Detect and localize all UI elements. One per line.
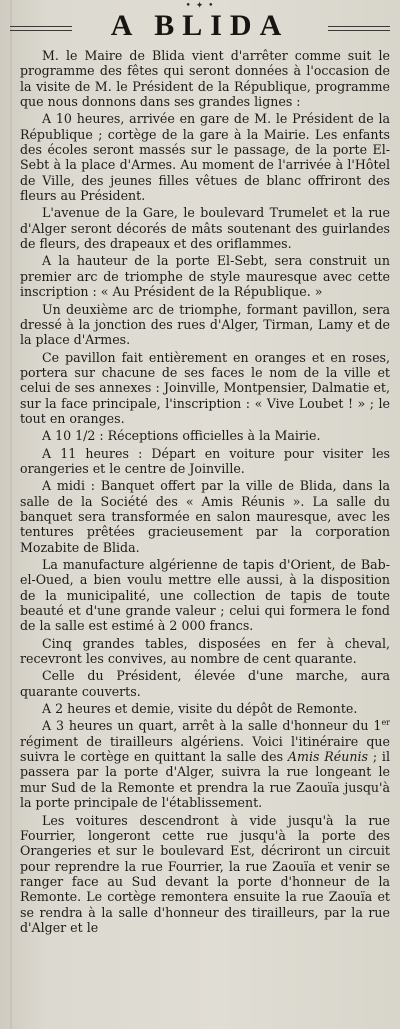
paragraph-banquet: A midi : Banquet offert par la ville de Blida, dans la salle de la Société des « Amis Réunis ». La salle du banquet sera transformée en salon mauresque, avec les tentures prêtées gracieusement par la corporation Mozabite de Blida. bbox=[20, 478, 390, 555]
paragraph-carriages: Les voitures descendront à vide jusqu'à la rue Fourrier, longeront cette rue jusqu'à la porte des Orangeries et sur le boulevard Est, décriront un circuit pour reprendre la rue Fourrier, la rue Zaouïa et venir se ranger face au Sud devant la porte d'honneur de la Remonte. Le cortège remontera ensuite la rue Zaouïa et se rendra à la salle d'honneur des tirailleurs, par la rue d'Alger et le bbox=[20, 812, 390, 935]
paragraph-first-arch: A la hauteur de la porte El-Sebt, sera construit un premier arc de triomphe de style mauresque avec cette inscription : « Au Président de la République. » bbox=[20, 253, 390, 300]
header-ornament: • ✦ • bbox=[185, 1, 215, 11]
paper-fold-shadow bbox=[10, 0, 13, 1029]
rgt-text-c: ; il passera par la porte d'Alger, suivra la rue longeant le mur Sud de la Remonte et prendra la rue Zaouïa jusqu'à la porte principale de l'établissement. bbox=[20, 749, 390, 811]
paragraph-intro: M. le Maire de Blida vient d'arrêter comme suit le programme des fêtes qui seront données à l'occasion de la visite de M. le Président de la République, programme que nous donnons dans ses grandes lignes : bbox=[20, 48, 390, 110]
paragraph-receptions: A 10 1/2 : Réceptions officielles à la Mairie. bbox=[42, 428, 321, 444]
paragraph-pavilion: Ce pavillon fait entièrement en oranges et en roses, portera sur chacune de ses faces le nom de la ville et celui de ses annexes : Joinville, Montpensier, Dalmatie et, sur la face principale, l'inscription : « Vive Loubet ! » ; le tout en oranges. bbox=[20, 349, 390, 426]
paragraph-tirailleurs bbox=[20, 718, 390, 810]
paragraph-president-table: Celle du Président, élevée d'une marche, aura quarante couverts. bbox=[20, 668, 390, 699]
paragraph-carpets: La manufacture algérienne de tapis d'Orient, de Bab-el-Oued, a bien voulu mettre elle aussi, à la disposition de la municipalité, une collection de tapis de toute beauté et d'une grande valeur ; celui qui formera le fond de la salle est estimé à 2 000 francs. bbox=[20, 557, 390, 634]
paragraph-arrival: A 10 heures, arrivée en gare de M. le Président de la République ; cortège de la gare à la Mairie. Les enfants des écoles seront massés sur le passage, de la porte El-Sebt à la place d'Armes. Au moment de l'arrivée à l'Hôtel de Ville, des jeunes filles vêtues de blanc offriront des fleurs au Président. bbox=[20, 111, 390, 204]
ordinal-superscript: er bbox=[381, 718, 390, 728]
rgt-text-a: A 3 heures un quart, arrêt à la salle d'honneur du 1 bbox=[42, 718, 382, 734]
paragraph-remonte-visit: A 2 heures et demie, visite du dépôt de Remonte. bbox=[42, 701, 358, 717]
paragraph-second-arch: Un deuxième arc de triomphe, formant pavillon, sera dressé à la jonction des rues d'Alger, Tirman, Lamy et de la place d'Armes. bbox=[20, 301, 390, 348]
paragraph-decorations: L'avenue de la Gare, le boulevard Trumelet et la rue d'Alger seront décorés de mâts soutenant des guirlandes de fleurs, des drapeaux et des oriflammes. bbox=[20, 205, 390, 252]
article-body bbox=[20, 48, 390, 935]
article-title: A BLIDA bbox=[0, 9, 400, 43]
paragraph-departure: A 11 heures : Départ en voiture pour visiter les orangeries et le centre de Joinville. bbox=[20, 445, 390, 476]
paragraph-tables: Cinq grandes tables, disposées en fer à cheval, recevront les convives, au nombre de cent quarante. bbox=[20, 635, 390, 667]
rgt-text-b: régiment de tirailleurs algériens. Voici l'itinéraire que suivra le cortège en quittant la salle des bbox=[20, 733, 390, 765]
amis-reunis-italic: Amis Réunis bbox=[287, 749, 368, 765]
